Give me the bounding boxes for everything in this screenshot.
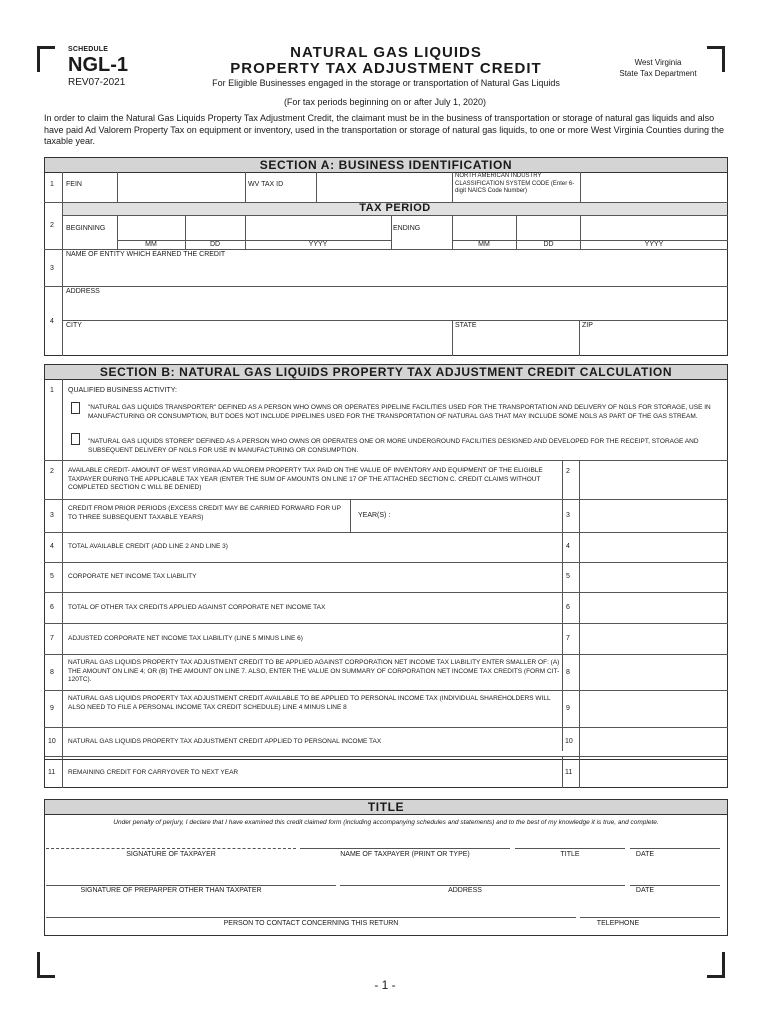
mm-label: MM: [478, 241, 490, 248]
section-e-title: TITLE: [45, 800, 727, 815]
divider: [630, 848, 720, 849]
naics-input[interactable]: [581, 173, 727, 201]
title-input[interactable]: [515, 830, 625, 848]
city-input[interactable]: [63, 330, 451, 355]
ending-mm-input[interactable]: [453, 216, 515, 240]
divider: [562, 460, 563, 751]
form-title-line1: NATURAL GAS LIQUIDS: [290, 44, 482, 61]
form-title-line2: PROPERTY TAX ADJUSTMENT CREDIT: [230, 60, 542, 77]
line-box-number: 5: [566, 573, 570, 580]
state-input[interactable]: [453, 330, 579, 355]
line-box-number: 10: [565, 738, 573, 745]
divider: [46, 848, 296, 849]
ending-label: ENDING: [393, 225, 421, 232]
taxpayer-name-label: NAME OF TAXPAYER (PRINT OR TYPE): [340, 851, 470, 858]
entity-name-input[interactable]: [63, 260, 727, 285]
line-4-amount-input[interactable]: [580, 533, 727, 561]
line-5-amount-input[interactable]: [580, 563, 727, 591]
line-box-number: 9: [566, 705, 570, 712]
divider: [44, 286, 728, 287]
corner-mark-bottom-left: [37, 952, 55, 978]
line-number: 8: [50, 669, 54, 676]
preparer-signature-input[interactable]: [46, 866, 336, 884]
telephone-input[interactable]: [580, 900, 720, 916]
divider: [245, 172, 246, 202]
section-b-num-divider: [62, 379, 63, 760]
mm-label: MM: [145, 241, 157, 248]
tax-period-title: TAX PERIOD: [359, 202, 431, 214]
line-7-amount-input[interactable]: [580, 624, 727, 653]
line-10-text: NATURAL GAS LIQUIDS PROPERTY TAX ADJUSTMENT CREDIT APPLIED TO PERSONAL INCOME TAX: [68, 738, 382, 745]
line-6-amount-input[interactable]: [580, 593, 727, 622]
divider: [452, 172, 453, 202]
address-input[interactable]: [63, 297, 727, 319]
line-box-number: 8: [566, 669, 570, 676]
agency-line2: State Tax Department: [619, 69, 697, 78]
line-6-text: TOTAL OF OTHER TAX CREDITS APPLIED AGAINST CORPORATE NET INCOME TAX: [68, 604, 326, 611]
line-5-text: CORPORATE NET INCOME TAX LIABILITY: [68, 573, 197, 580]
divider: [62, 756, 63, 788]
line-3-years-input[interactable]: [400, 504, 558, 528]
divider: [46, 885, 336, 886]
zip-label: ZIP: [582, 322, 593, 329]
fein-input[interactable]: [118, 173, 244, 201]
row-number: 1: [50, 181, 54, 188]
date-label: DATE: [635, 887, 655, 894]
line-number: 7: [50, 635, 54, 642]
intro-paragraph: In order to claim the Natural Gas Liquids Property Tax Adjustment Credit, the claimant must be in the business of transportation or storage of natural gas liquids and also have paid Ad Valorem Property Tax on equipment or inventory, used in the transportation or storage of natural gas liquids, to one or more West Virginia Counties during the taxable year.: [44, 113, 725, 146]
beginning-label: BEGINNING: [66, 225, 106, 232]
beginning-dd-input[interactable]: [186, 216, 244, 240]
entity-name-label: NAME OF ENTITY WHICH EARNED THE CREDIT: [66, 251, 226, 258]
line-box-number: 4: [566, 543, 570, 550]
qualified-activity-label: QUALIFIED BUSINESS ACTIVITY:: [68, 387, 177, 394]
naics-label: NORTH AMERICAN INDUSTRY CLASSIFICATION SYSTEM CODE (Enter 6-digit NAICS Code Number): [455, 173, 575, 194]
dd-label: DD: [209, 241, 221, 248]
ending-yyyy-input[interactable]: [581, 216, 727, 240]
line-number: 6: [50, 604, 54, 611]
line-box-number: 6: [566, 604, 570, 611]
form-subtitle: For Eligible Businesses engaged in the storage or transportation of Natural Gas Liquids: [212, 78, 560, 88]
divider: [350, 499, 351, 532]
contact-person-input[interactable]: [46, 900, 576, 916]
divider: [391, 215, 392, 249]
zip-input[interactable]: [580, 330, 727, 355]
state-label: STATE: [455, 322, 477, 329]
storer-checkbox[interactable]: [71, 433, 80, 445]
preparer-date-input[interactable]: [630, 866, 720, 884]
divider: [562, 756, 563, 788]
divider: [44, 249, 728, 250]
row-number: 4: [50, 318, 54, 325]
storer-option-text: "NATURAL GAS LIQUIDS STORER" DEFINED AS A PERSON WHO OWNS OR OPERATES ONE OR MORE UNDERGROUND FACILITIES DESIGNED AND DEVELOPED FOR THE RECEIPT, STORAGE AND SUBSEQUENT DELIVERY OF NGLS FOR USE IN MANUFACTURING OR CONSUMPTION.: [88, 438, 699, 454]
contact-person-label: PERSON TO CONTACT CONCERNING THIS RETURN: [223, 920, 399, 927]
line-box-number: 2: [566, 468, 570, 475]
line-3-text: CREDIT FROM PRIOR PERIODS (EXCESS CREDIT MAY BE CARRIED FORWARD FOR UP TO THREE SUBSEQUENT TAXABLE YEARS): [68, 505, 341, 521]
yyyy-label: YYYY: [644, 241, 664, 248]
line-9-amount-input[interactable]: [580, 691, 727, 726]
line-box-number: 7: [566, 635, 570, 642]
line-4-text: TOTAL AVAILABLE CREDIT (ADD LINE 2 AND LINE 3): [68, 543, 228, 550]
form-code: NGL-1: [68, 54, 128, 76]
line-8-amount-input[interactable]: [580, 655, 727, 689]
taxpayer-signature-label: SIGNATURE OF TAXPAYER: [126, 851, 216, 858]
divider: [515, 848, 625, 849]
corner-mark-bottom-right: [707, 952, 725, 978]
city-label: CITY: [66, 322, 82, 329]
transporter-checkbox[interactable]: [71, 402, 80, 414]
tax-period-note: (For tax periods beginning on or after July 1, 2020): [283, 97, 487, 107]
line-number: 9: [50, 705, 54, 712]
form-revision: REV07-2021: [68, 77, 126, 88]
page-number: - 1 -: [374, 978, 396, 992]
line-3-amount-input[interactable]: [580, 500, 727, 532]
divider: [580, 917, 720, 918]
taxpayer-name-input[interactable]: [300, 830, 510, 848]
line-box-number: 3: [566, 512, 570, 519]
divider: [300, 848, 510, 849]
dd-label: DD: [543, 241, 554, 248]
preparer-signature-label: SIGNATURE OF PREPARPER OTHER THAN TAXPATER: [80, 887, 262, 894]
wv-tax-id-label: WV TAX ID: [248, 181, 284, 188]
date-label: DATE: [635, 851, 655, 858]
perjury-declaration: Under penalty of perjury, I declare that I have examined this credit claimed form (including accompanying schedules and statements) and to the best of my knowledge it is true, and complete.: [113, 819, 659, 826]
line-10-amount-input[interactable]: [580, 728, 727, 755]
divider: [46, 917, 576, 918]
line-number: 5: [50, 573, 54, 580]
beginning-mm-input[interactable]: [118, 216, 184, 240]
corner-mark-top-left: [37, 46, 55, 72]
address-label: ADDRESS: [66, 288, 100, 295]
yyyy-label: YYYY: [308, 241, 328, 248]
taxpayer-signature-input[interactable]: [46, 830, 296, 848]
divider: [340, 885, 625, 886]
address-label: ADDRESS: [448, 887, 482, 894]
date-input[interactable]: [630, 830, 720, 848]
line-number: 1: [50, 387, 54, 394]
ending-dd-input[interactable]: [517, 216, 580, 240]
line-9-text: NATURAL GAS LIQUIDS PROPERTY TAX ADJUSTMENT CREDIT AVAILABLE TO BE APPLIED TO PERSONAL INCOME TAX (INDIVIDUAL SHAREHOLDERS WILL ALSO NEED TO FILE A PERSONAL INCOME TAX CREDIT SCHEDULE) LINE 4 MINUS LINE 8: [68, 695, 551, 711]
section-b-title: SECTION B: NATURAL GAS LIQUIDS PROPERTY TAX ADJUSTMENT CREDIT CALCULATION: [45, 365, 727, 380]
wv-tax-id-input[interactable]: [317, 173, 451, 201]
line-number: 11: [48, 769, 56, 776]
section-a-title: SECTION A: BUSINESS IDENTIFICATION: [45, 158, 727, 173]
schedule-label: SCHEDULE: [68, 46, 109, 53]
divider: [63, 320, 728, 321]
divider: [630, 885, 720, 886]
line-2-text: AVAILABLE CREDIT- AMOUNT OF WEST VIRGINIA AD VALOREM PROPERTY TAX PAID ON THE VALUE OF INVENTORY AND EQUIPMENT OF THE ELIGIBLE TAXPAYER DURING THE APPLICABLE TAX YEAR (ENTER THE SUM OF AMOUNTS ON LINE 17 OF THE ATTACHED SECTION C. CREDIT CLAIMS WITHOUT COMPLETED SECTION C WILL BE DENIED): [68, 467, 543, 491]
line-8-text: NATURAL GAS LIQUIDS PROPERTY TAX ADJUSTMENT CREDIT TO BE APPLIED AGAINST CORPORATION NET INCOME TAX LIABILITY ENTER SMALLER OF: (A) THE AMOUNT ON LINE 4; OR (B) THE AMOUNT ON LINE 7. ALSO, ENTER THE VALUE ON SUMMARY OF CORPORATION NET INCOME TAX CREDITS (FORM CIT-120TC).: [68, 659, 560, 683]
fein-label: FEIN: [66, 181, 82, 188]
line-2-amount-input[interactable]: [580, 461, 727, 499]
line-7-text: ADJUSTED CORPORATE NET INCOME TAX LIABILITY (LINE 5 MINUS LINE 6): [68, 635, 303, 642]
telephone-label: TELEPHONE: [596, 920, 640, 927]
line-11-amount-input[interactable]: [580, 757, 727, 787]
line-number: 2: [50, 468, 54, 475]
years-label: YEAR(S) :: [358, 512, 391, 519]
agency-line1: West Virginia: [634, 58, 682, 67]
transporter-option-text: "NATURAL GAS LIQUIDS TRANSPORTER" DEFINED AS A PERSON WHO OWNS OR OPERATES PIPELINE FACILITIES USED FOR THE TRANSPORTATION AND DELIVERY OF NGLS FOR STORAGE, USE IN MANUFACTURING OR CONSUMPTION, BUT DOES NOT INCLUDE PIPELINES USED FOR THE TRANSPORTATION OF NATURAL GAS THAT MAY INCLUDE SOME NGLS AS PART OF THE GAS STREAM.: [88, 404, 711, 420]
line-box-number: 11: [565, 769, 573, 776]
line-11-text: REMAINING CREDIT FOR CARRYOVER TO NEXT YEAR: [68, 769, 239, 776]
preparer-address-input[interactable]: [340, 866, 625, 884]
title-label: TITLE: [560, 851, 580, 858]
line-number: 10: [48, 738, 56, 745]
row-number: 3: [50, 265, 54, 272]
line-number: 4: [50, 543, 54, 550]
line-number: 3: [50, 512, 54, 519]
beginning-yyyy-input[interactable]: [246, 216, 390, 240]
row-number: 2: [50, 222, 54, 229]
